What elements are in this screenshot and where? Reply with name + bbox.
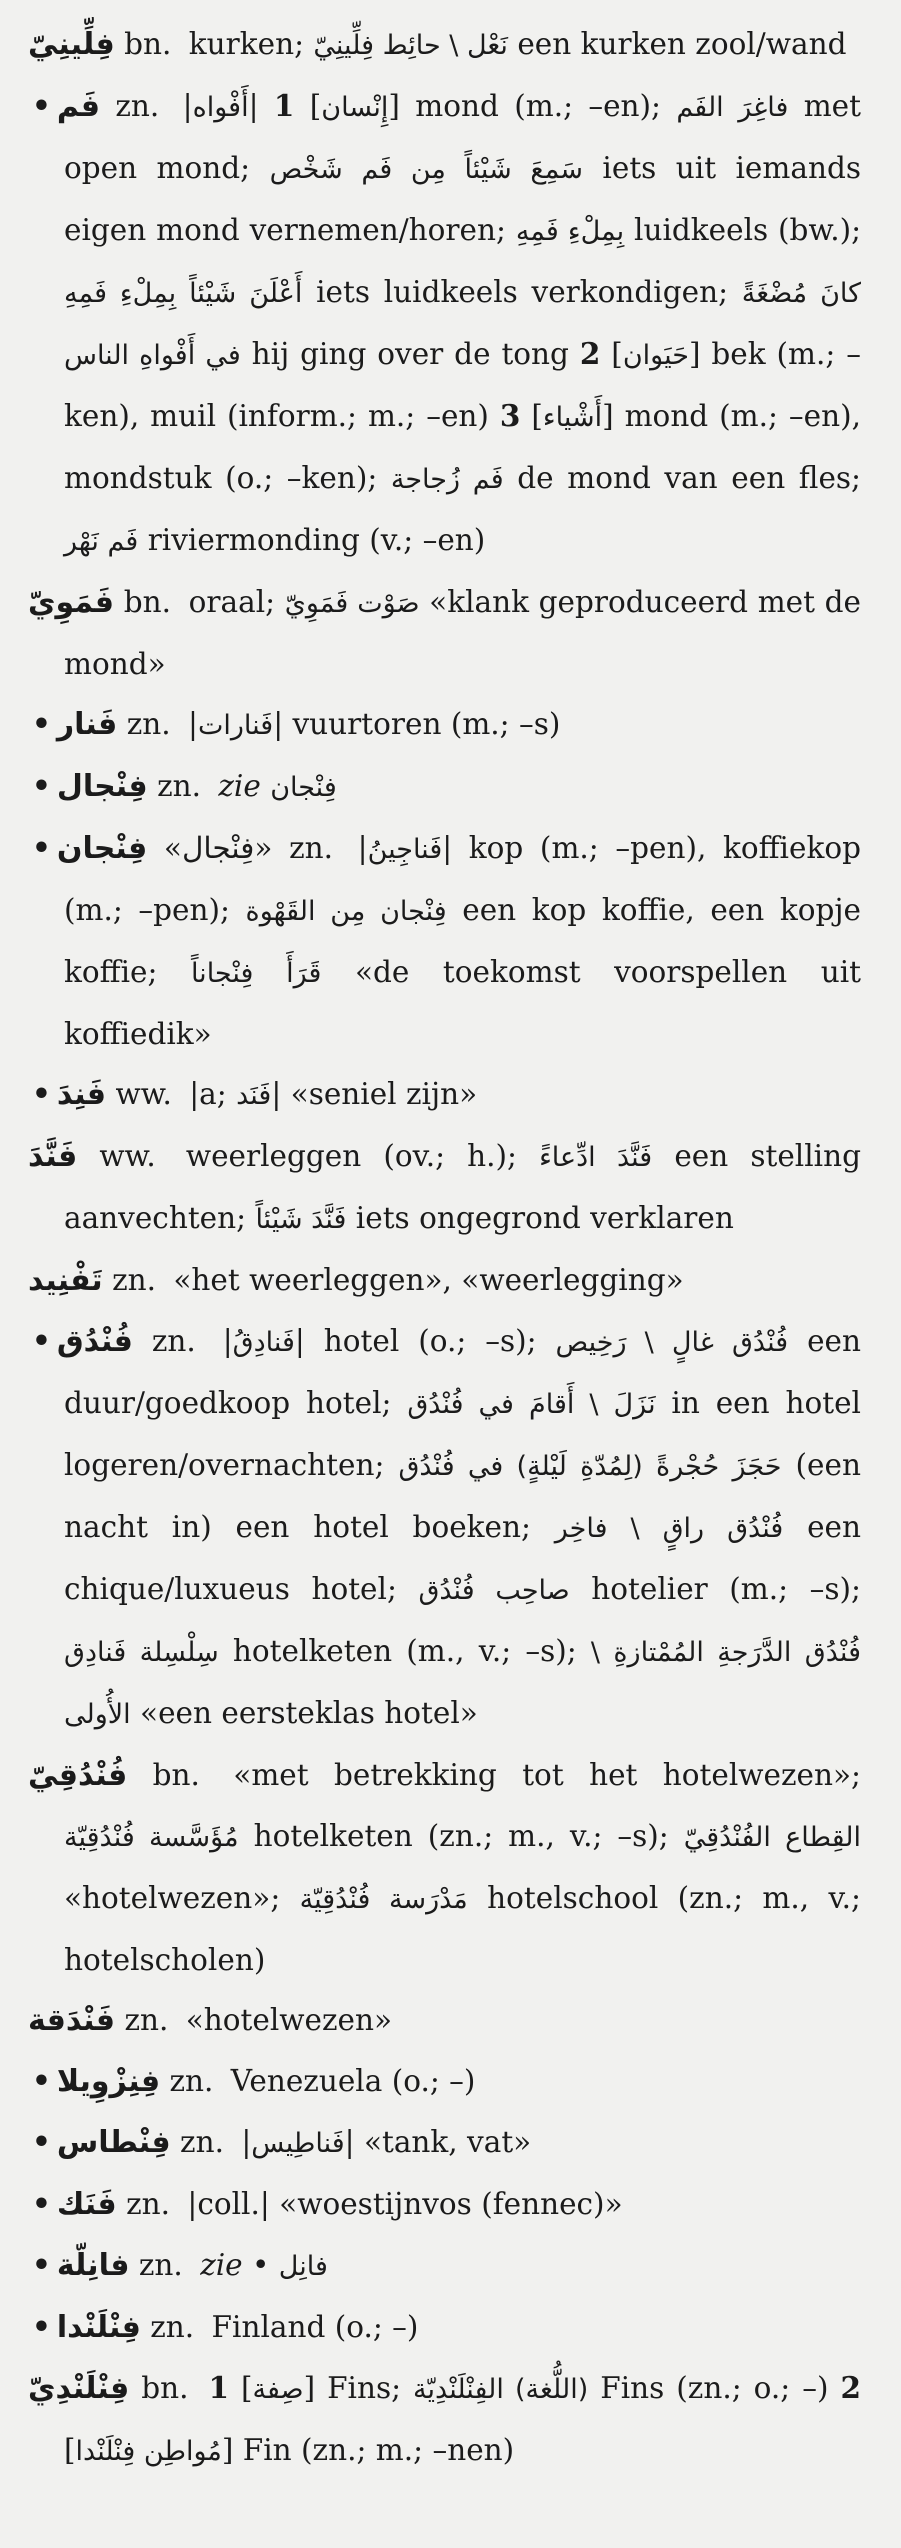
definition-text: |a; [179, 1077, 237, 1111]
arabic-example: مُؤَسَّسة فُنْدُقِيّة [64, 1822, 239, 1853]
headword: فُنْدُقِيّ [28, 1758, 128, 1793]
headword: فَمَوِيّ [28, 585, 115, 620]
arabic-example: سِلْسِلة فَنادِق [64, 1637, 219, 1668]
definition-text: iets uit iemands eigen mond vernemen/horen; [64, 151, 861, 247]
headword: فِلِّينِيّ [28, 27, 115, 62]
dictionary-entry [28, 1064, 861, 1126]
definition-text: hotelier (m.; –s); [569, 1572, 861, 1606]
arabic-example: فُنْدُق غالٍ \ رَخِيص [555, 1327, 789, 1358]
definition-text: hotelketen (m., v.; –s); [218, 1634, 591, 1668]
part-of-speech: zn. [138, 2248, 183, 2282]
definition-text: oraal; [179, 585, 285, 619]
part-of-speech: zn. [180, 2125, 224, 2159]
bullet-icon: • [32, 830, 51, 865]
part-of-speech: bn. [124, 27, 172, 61]
definition-text: «hotelwezen»; [64, 1881, 300, 1915]
definition-text: | «tank, vat» [344, 2125, 532, 2159]
definition-text: «hotelwezen» [176, 2003, 393, 2037]
part-of-speech: zn. [150, 2310, 195, 2344]
headword: فِنْلَنْدا [56, 2310, 141, 2345]
headword: تَفْنِيد [28, 1263, 103, 1298]
arabic-example: نَزَلَ \ أَقامَ في فُنْدُق [407, 1389, 656, 1420]
definition-text: «een eersteklas hotel» [130, 1696, 478, 1730]
headword: فِنْجال [56, 769, 148, 804]
arabic-example: فَنادِقُ [232, 1327, 295, 1358]
definition-text: «klank geproduceerd met de mond» [64, 585, 861, 681]
bullet-icon: • [32, 88, 51, 123]
definition-text: de mond van een fles; [503, 461, 861, 495]
arabic-example: مُواطِن فِنْلَنْدا [75, 2436, 222, 2467]
arabic-example: نَعْل \ حائِط فِلِّينِيّ [313, 30, 508, 61]
dictionary-entry [28, 2358, 861, 2482]
dictionary-entry [28, 1990, 861, 2051]
definition-text: | [167, 89, 193, 123]
dictionary-entry [28, 2051, 861, 2112]
arabic-example: مَدْرَسة فُنْدُقِيّة [299, 1884, 468, 1915]
arabic-example: فَناطِيس [251, 2128, 345, 2159]
definition-text: ] mond (m.; –en), mondstuk (o.; –ken); [64, 399, 862, 495]
definition-text: zie [200, 2248, 243, 2282]
definition-text: «het weerleggen», «weerlegging» [164, 1263, 684, 1297]
arabic-example: كانَ مُضْغَةً في أَفْواهِ الناس [64, 278, 861, 371]
arabic-example: صاحِب فُنْدُق [418, 1575, 570, 1606]
definition-text: een stelling aanvechten; [64, 1139, 861, 1235]
part-of-speech: zn. [115, 89, 160, 123]
headword: فِنِزْوِيلا [56, 2064, 161, 2099]
arabic-example: حَيَوان [622, 340, 689, 371]
part-of-speech: zn. [112, 1263, 156, 1297]
arabic-example: قَرَأَ فِنْجاناً [190, 958, 322, 989]
definition-text: een duur/goedkoop hotel; [64, 1324, 862, 1420]
arabic-example: (اللُّغة) الفِنْلَنْدِيّة [413, 2374, 589, 2405]
definition-text: ] bek (m.; –ken), muil (inform.; m.; –en) [64, 337, 861, 433]
definition-text: Venezuela (o.; –) [221, 2064, 476, 2098]
definition-text: hotelketen (zn.; m., v.; –s); [238, 1819, 684, 1853]
arabic-example: فَم زُجاجة [390, 464, 504, 495]
definition-text: iets ongegrond verklaren [346, 1201, 734, 1235]
definition-text: [ [229, 2371, 253, 2405]
arabic-example: فِنْجان [270, 772, 337, 803]
arabic-example: سَمِعَ شَيْئاً مِن فَم شَخْص [269, 154, 583, 185]
dictionary-entry [28, 1745, 861, 1990]
sense-number: 1 [273, 88, 295, 123]
definition-text: een chique/luxueus hotel; [64, 1510, 862, 1606]
dictionary-entry [28, 2235, 861, 2297]
definition-text: «met betrekking tot het hotelwezen»; [207, 1758, 861, 1792]
dictionary-entry [28, 756, 861, 818]
part-of-speech: bn. [123, 585, 171, 619]
arabic-example: فَنارات [197, 710, 274, 741]
dictionary-entry [28, 572, 861, 694]
arabic-example: إِنْسان [321, 92, 389, 123]
headword: فُنْدُق [56, 1324, 133, 1359]
definition-text: hotelschool (zn.; m., v.; hotelscholen) [64, 1881, 861, 1977]
arabic-example: فانِل [278, 2251, 328, 2282]
bullet-icon: • [32, 2309, 51, 2344]
definition-text: | «seniel zijn» [271, 1077, 478, 1111]
definition-text: zie [218, 769, 261, 803]
definition-text [261, 769, 270, 803]
bullet-icon: • [32, 1076, 51, 1111]
definition-text: [ [64, 2433, 76, 2467]
definition-text: | [178, 707, 198, 741]
definition-text: kurken; [179, 27, 314, 61]
arabic-example: أَفْواه [192, 92, 249, 123]
definition-text: | [248, 89, 274, 123]
headword: فانِلّة [56, 2248, 130, 2283]
bullet-icon: • [32, 2063, 51, 2098]
headword: فَم [56, 89, 101, 124]
arabic-example: صَوْت فَمَوِيّ [284, 588, 420, 619]
arabic-example: فَم نَهْر [64, 526, 139, 557]
part-of-speech: ww. [99, 1139, 156, 1173]
definition-text: Fins (zn.; o.; –) [588, 2371, 841, 2405]
dictionary-entry [28, 2112, 861, 2174]
definition-text: hij ging over de tong [240, 337, 580, 371]
headword: فَنَك [56, 2187, 117, 2222]
headword: فِنْطاس [56, 2125, 171, 2160]
bullet-icon: • [32, 2247, 51, 2282]
part-of-speech: zn. [126, 707, 171, 741]
definition-text: met open mond; [64, 89, 861, 185]
part-of-speech: ww. [115, 1077, 172, 1111]
definition-text: ] Fins; [303, 2371, 414, 2405]
dictionary-entry [28, 818, 861, 1064]
definition-text: een kurken zool/wand [507, 27, 847, 61]
definition-text: in een hotel logeren/overnachten; [64, 1386, 861, 1482]
definition-text: |coll.| «woestijnvos (fennec)» [178, 2187, 623, 2221]
definition-text: | [341, 831, 368, 865]
definition-text: (een nacht in) een hotel boeken; [64, 1448, 861, 1544]
arabic-example: القِطاع الفُنْدُقِيّ [683, 1822, 861, 1853]
part-of-speech: zn. [169, 2064, 214, 2098]
arabic-example: بِمِلْءِ فَمِهِ [515, 216, 625, 247]
bullet-icon: • [32, 706, 51, 741]
definition-text: • [242, 2248, 279, 2282]
part-of-speech: zn. [126, 2187, 170, 2221]
part-of-speech: «فِنْجال» zn. [163, 831, 333, 865]
arabic-example: صِفة [252, 2374, 304, 2405]
headword: فِنْلَنْدِيّ [28, 2371, 130, 2406]
definition-text [196, 2371, 208, 2405]
part-of-speech: zn. [124, 2003, 169, 2037]
bullet-icon: • [32, 2124, 51, 2159]
dictionary-entry [28, 1311, 861, 1745]
definition-text: | [231, 2125, 252, 2159]
dictionary-entry [28, 2174, 861, 2235]
headword: فِنْجان [56, 831, 148, 866]
sense-number: 2 [840, 2370, 861, 2405]
definition-text: een kop koffie, een kopje koffie; [64, 893, 861, 989]
part-of-speech: zn. [157, 769, 201, 803]
dictionary-entry [28, 1250, 861, 1311]
bullet-icon: • [32, 2186, 51, 2221]
definition-text: [ [520, 399, 543, 433]
headword: فَنار [56, 707, 118, 742]
arabic-example: حَجَزَ حُجْرةً (لِمُدّةِ لَيْلةٍ) في فُنْدُق [398, 1451, 782, 1482]
arabic-example: فَناجِينُ [367, 834, 443, 865]
dictionary-entry [28, 76, 861, 572]
arabic-example: أَشْياء [542, 402, 603, 433]
arabic-example: فَنَد [236, 1080, 272, 1111]
arabic-example: فُنْدُق راقٍ \ فاخِر [554, 1513, 784, 1544]
part-of-speech: bn. [141, 2371, 189, 2405]
definition-text: | hotel (o.; –s); [294, 1324, 556, 1358]
arabic-example: فِنْجان مِن القَهْوة [245, 896, 447, 927]
arabic-example: فاغِرَ الفَم [676, 92, 789, 123]
definition-text: ] Fin (zn.; m.; –nen) [221, 2433, 515, 2467]
definition-text [209, 769, 218, 803]
dictionary-entry [28, 1126, 861, 1250]
definition-text: riviermonding (v.; –en) [138, 523, 486, 557]
dictionary-entry [28, 14, 861, 76]
definition-text: [ [294, 89, 322, 123]
arabic-example: أَعْلَنَ شَيْئاً بِمِلْءِ فَمِهِ [64, 278, 303, 309]
definition-text [191, 2248, 200, 2282]
sense-number: 3 [499, 398, 521, 433]
definition-text: «de toekomst voorspellen uit koffiedik» [64, 955, 861, 1051]
dictionary-entry [28, 694, 861, 756]
arabic-example: فَنَّدَ ادِّعاءً [539, 1142, 653, 1173]
definition-text: | vuurtoren (m.; –s) [273, 707, 561, 741]
definition-text: weerleggen (ov.; h.); [163, 1139, 540, 1173]
headword: فَنِدَ [56, 1077, 107, 1112]
bullet-icon: • [32, 1323, 51, 1358]
arabic-example: فُنْدُق الدَّرَجةِ المُمْتازةِ \ الأُولى [64, 1637, 861, 1730]
definition-text: | [203, 1324, 233, 1358]
sense-number: 1 [208, 2370, 230, 2405]
definition-text: | kop (m.; –pen), koffiekop (m.; –pen); [64, 831, 861, 927]
definition-text: luidkeels (bw.); [624, 213, 862, 247]
dictionary-entry [28, 2297, 861, 2358]
headword: فَنَّدَ [28, 1139, 78, 1174]
definition-text: Finland (o.; –) [202, 2310, 419, 2344]
sense-number: 2 [579, 336, 601, 371]
headword: فَنْدَقة [28, 2003, 116, 2038]
part-of-speech: bn. [152, 1758, 200, 1792]
definition-text: ] mond (m.; –en); [388, 89, 677, 123]
arabic-example: فَنَّدَ شَيْئاً [255, 1204, 347, 1235]
definition-text: iets luidkeels verkondigen; [302, 275, 742, 309]
definition-text: [ [600, 337, 623, 371]
bullet-icon: • [32, 768, 51, 803]
part-of-speech: zn. [151, 1324, 196, 1358]
